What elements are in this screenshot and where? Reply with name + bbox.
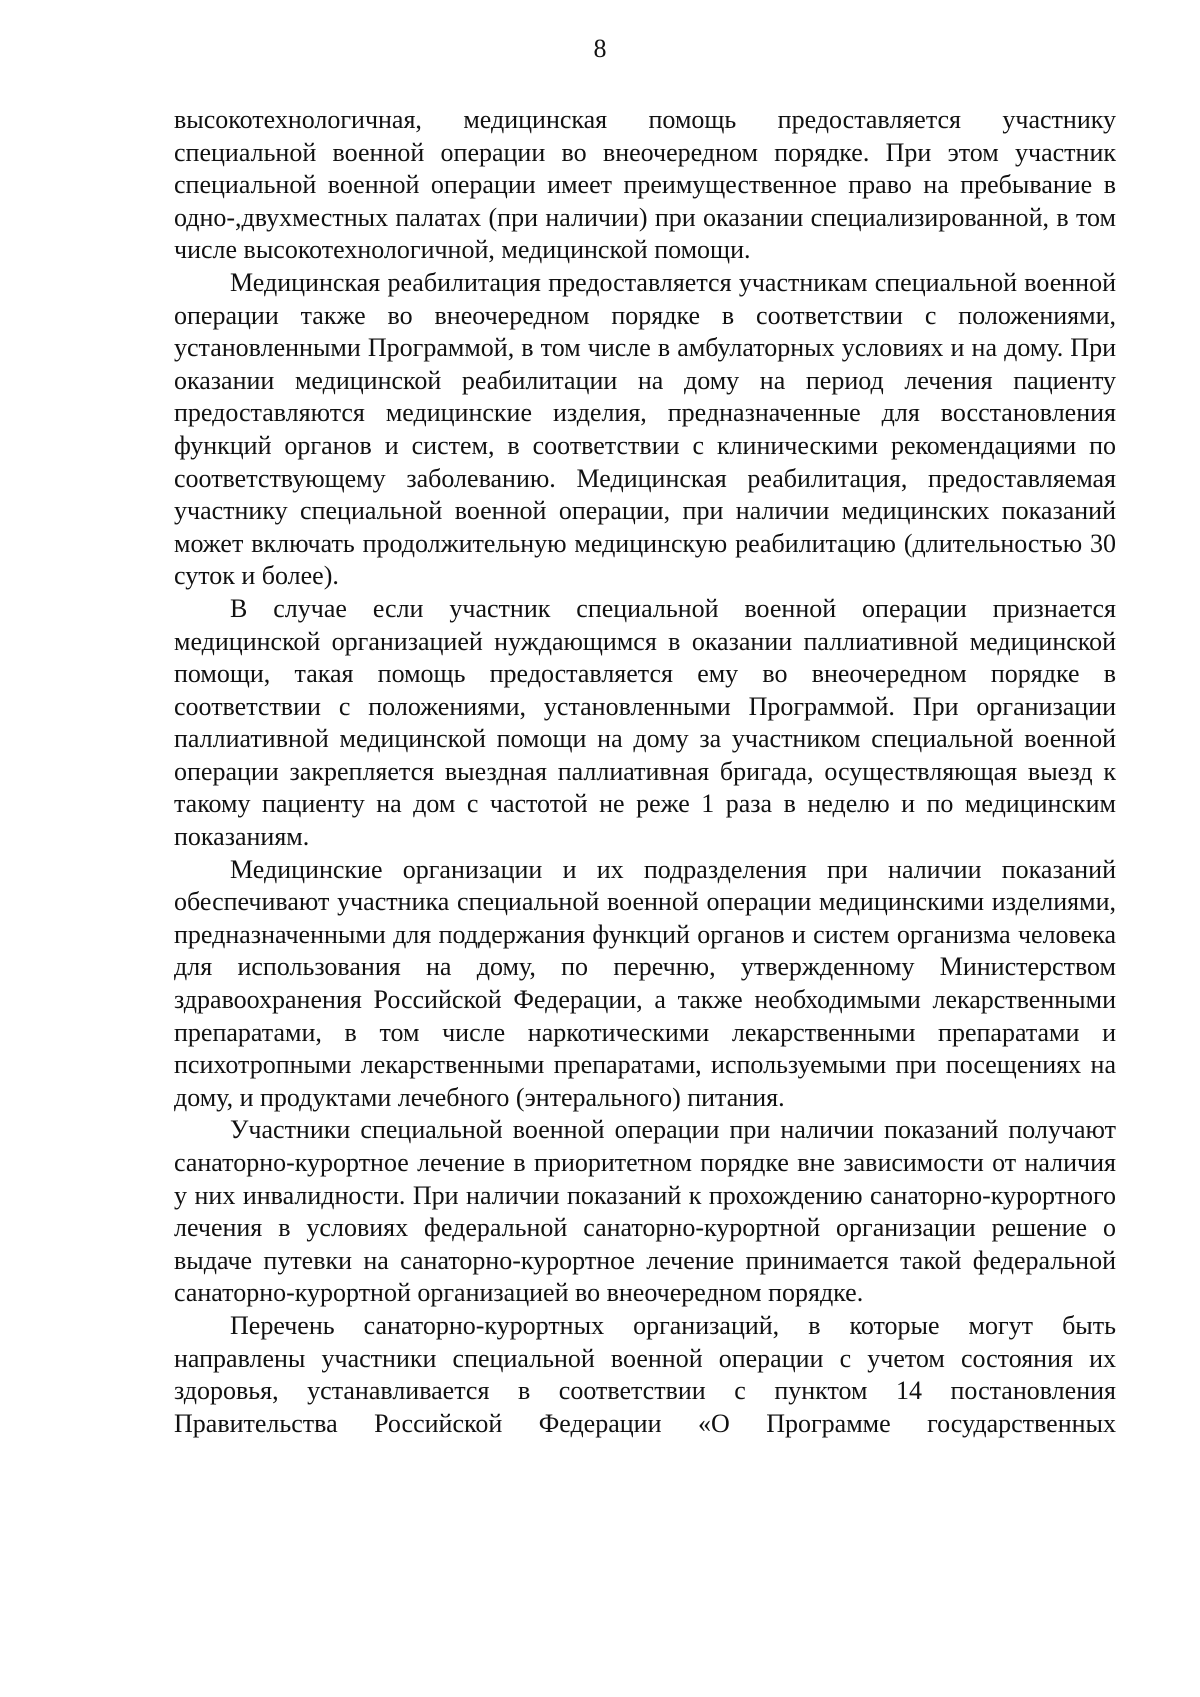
paragraph-continuation: высокотехнологичная, медицинская помощь предоставляется участнику специальной военной операции во внеочередном порядке. При этом участник специальной военной операции имеет преимущественное право на пребывание в одно-,двухместных палатах (при наличии) при оказании специализированной, в том числе высокотехнологичной, медицинской помощи. bbox=[174, 105, 1116, 265]
page-number: 8 bbox=[593, 34, 607, 63]
paragraph-sanatorium-treatment: Участники специальной военной операции при наличии показаний получают санаторно-курортное лечение в приоритетном порядке вне зависимости от наличия у них инвалидности. При наличии показаний к прохождению санаторно-курортного лечения в условиях федеральной санаторно-курортной организации решение о выдаче путевки на санаторно-курортное лечение принимается такой федеральной санаторно-курортной организацией во внеочередном порядке. bbox=[174, 1115, 1116, 1308]
paragraph-medical-rehabilitation: Медицинская реабилитация предоставляется участникам специальной военной операции также во внеочередном порядке в соответствии с положениями, установленными Программой, в том числе в амбулаторных условиях и на дому. При оказании медицинской реабилитации на дому на период лечения пациенту предоставляются медицинские изделия, предназначенные для восстановления функций органов и систем, в соответствии с клиническими рекомендациями по соответствующему заболеванию. Медицинская реабилитация, предоставляемая участнику специальной военной операции, при наличии медицинских показаний может включать продолжительную медицинскую реабилитацию (длительностью 30 суток и более). bbox=[174, 267, 1116, 591]
paragraph-sanatorium-list: Перечень санаторно-курортных организаций, в которые могут быть направлены участники специальной военной операции с учетом состояния их здоровья, устанавливается в соответствии с пунктом 14 постановления Правительства Российской Федерации «О Программе государственных bbox=[174, 1310, 1116, 1438]
paragraph-palliative-care: В случае если участник специальной военной операции признается медицинской организацией нуждающимся в оказании паллиативной медицинской помощи, такая помощь предоставляется ему во внеочередном порядке в соответствии с положениями, установленными Программой. При организации паллиативной медицинской помощи на дому за участником специальной военной операции закрепляется выездная паллиативная бригада, осуществляющая выезд к такому пациенту на дом с частотой не реже 1 раза в неделю и по медицинским показаниям. bbox=[174, 593, 1116, 852]
paragraph-medical-devices: Медицинские организации и их подразделения при наличии показаний обеспечивают участника специальной военной операции медицинскими изделиями, предназначенными для поддержания функций органов и систем организма человека для использования на дому, по перечню, утвержденному Министерством здравоохранения Российской Федерации, а также необходимыми лекарственными препаратами, в том числе наркотическими лекарственными препаратами и психотропными лекарственными препаратами, используемыми при посещениях на дому, и продуктами лечебного (энтерального) питания. bbox=[174, 854, 1116, 1112]
document-body bbox=[174, 104, 1116, 1440]
